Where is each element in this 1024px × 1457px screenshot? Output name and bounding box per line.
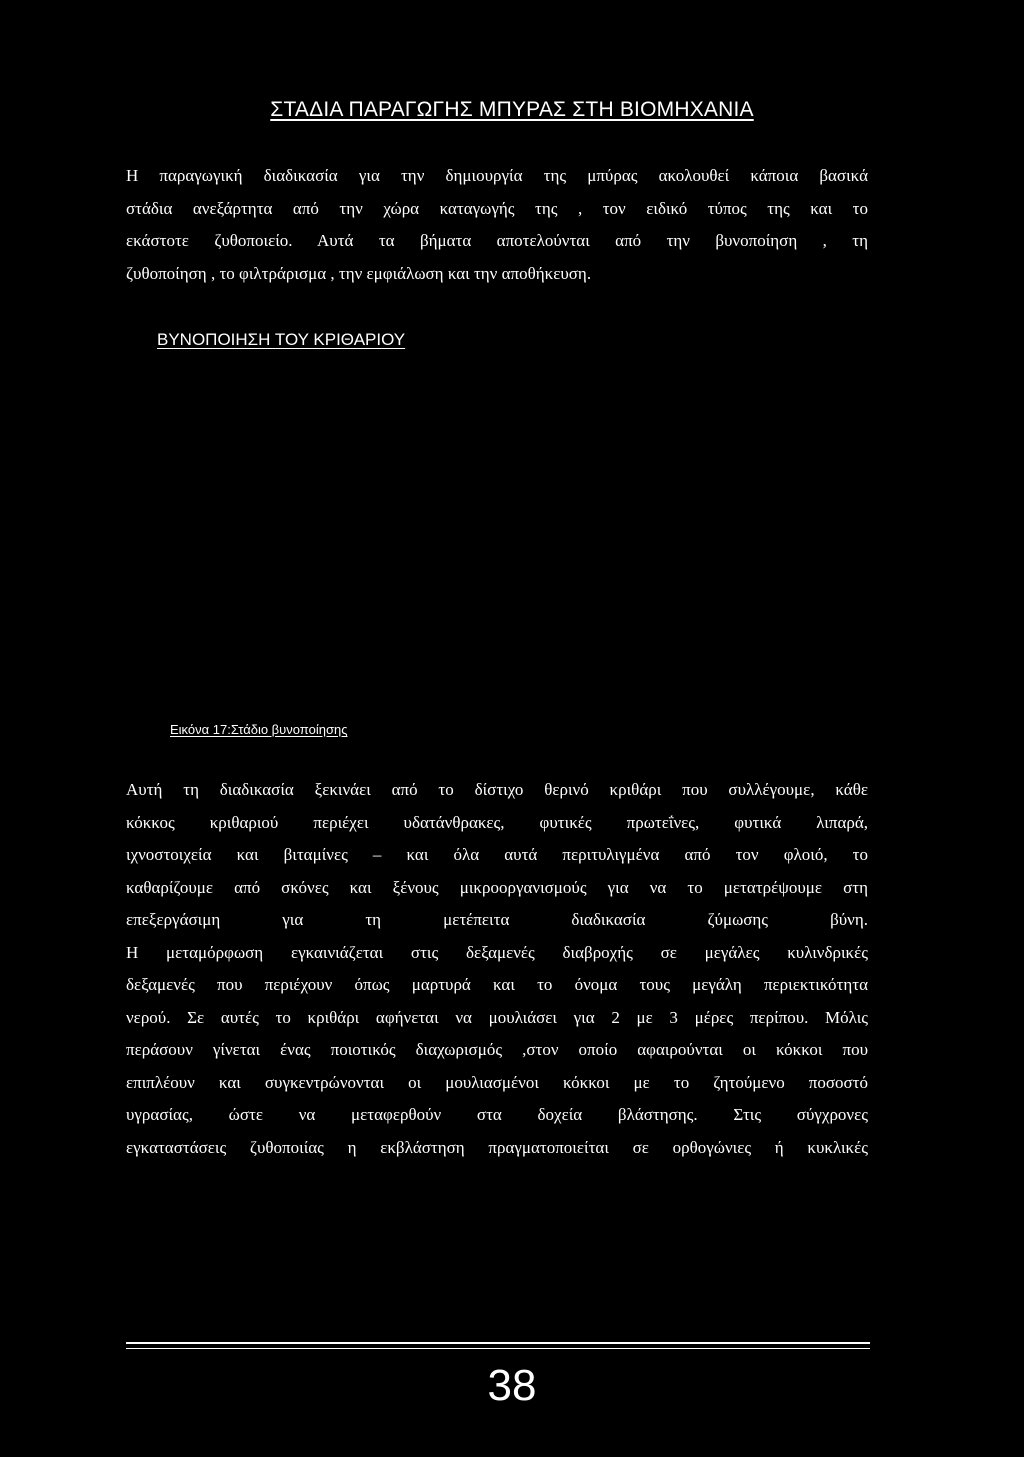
body-line: περάσουν γίνεται ένας ποιοτικός διαχωρισμός ,στον οποίο αφαιρούνται οι κόκκοι που [126,1040,868,1059]
document-title: ΣΤΑΔΙΑ ΠΑΡΑΓΩΓΗΣ ΜΠΥΡΑΣ ΣΤΗ ΒΙΟΜΗΧΑΝΙΑ [270,98,754,121]
body-line: ιχνοστοιχεία και βιταμίνες – και όλα αυτά περιτυλιγμένα από τον φλοιό, το [126,845,868,864]
intro-paragraph [126,160,868,290]
footer-divider [126,1348,870,1349]
body-line: Αυτή τη διαδικασία ξεκινάει από το δίστιχο θερινό κριθάρι που συλλέγουμε, κάθε [126,780,868,799]
body-line: Η μεταμόρφωση εγκαινιάζεται στις δεξαμενές διαβροχής σε μεγάλες κυλινδρικές [126,942,868,962]
footer-divider [126,1342,870,1344]
intro-line: εκάστοτε ζυθοποιείο. Αυτά τα βήματα αποτελούνται από την βυνοποίηση , τη [126,231,868,250]
figure-caption: Εικόνα 17:Στάδιο βυνοποίησης [170,722,348,737]
body-line: κόκκος κριθαριού περιέχει υδατάνθρακες, φυτικές πρωτεΐνες, φυτικά λιπαρά, [126,812,868,832]
body-line: επεξεργάσιμη για τη μετέπειτα διαδικασία ζύμωσης βύνη. [126,910,868,929]
body-line: δεξαμενές που περιέχουν όπως μαρτυρά και το όνομα τους μεγάλη περιεκτικότητα [126,975,868,994]
body-line: επιπλέουν και συγκεντρώνονται οι μουλιασμένοι κόκκοι με το ζητούμενο ποσοστό [126,1072,868,1092]
intro-line: Η παραγωγική διαδικασία για την δημιουργία της μπύρας ακολουθεί κάποια βασικά [126,166,868,185]
page-number: 38 [487,1361,537,1410]
body-line: νερού. Σε αυτές το κριθάρι αφήνεται να μουλιάσει για 2 με 3 μέρες περίπου. Μόλις [126,1007,868,1027]
intro-line: ζυθοποίηση , το φιλτράρισμα , την εμφιάλωση και την αποθήκευση. [126,263,592,283]
section-heading: ΒΥΝΟΠΟΙΗΣΗ ΤΟΥ ΚΡΙΘΑΡΙΟΥ [157,330,406,349]
body-paragraph [126,774,868,1164]
body-line: εγκαταστάσεις ζυθοποιίας η εκβλάστηση πραγματοποιείται σε ορθογώνιες ή κυκλικές [126,1137,868,1157]
body-line: καθαρίζουμε από σκόνες και ξένους μικροοργανισμούς για να το μετατρέψουμε στη [126,877,868,897]
body-line: υγρασίας, ώστε να μεταφερθούν στα δοχεία βλάστησης. Στις σύγχρονες [126,1105,868,1124]
intro-line: στάδια ανεξάρτητα από την χώρα καταγωγής της , τον ειδικό τύπος της και το [126,198,868,218]
figure-image [126,360,868,690]
